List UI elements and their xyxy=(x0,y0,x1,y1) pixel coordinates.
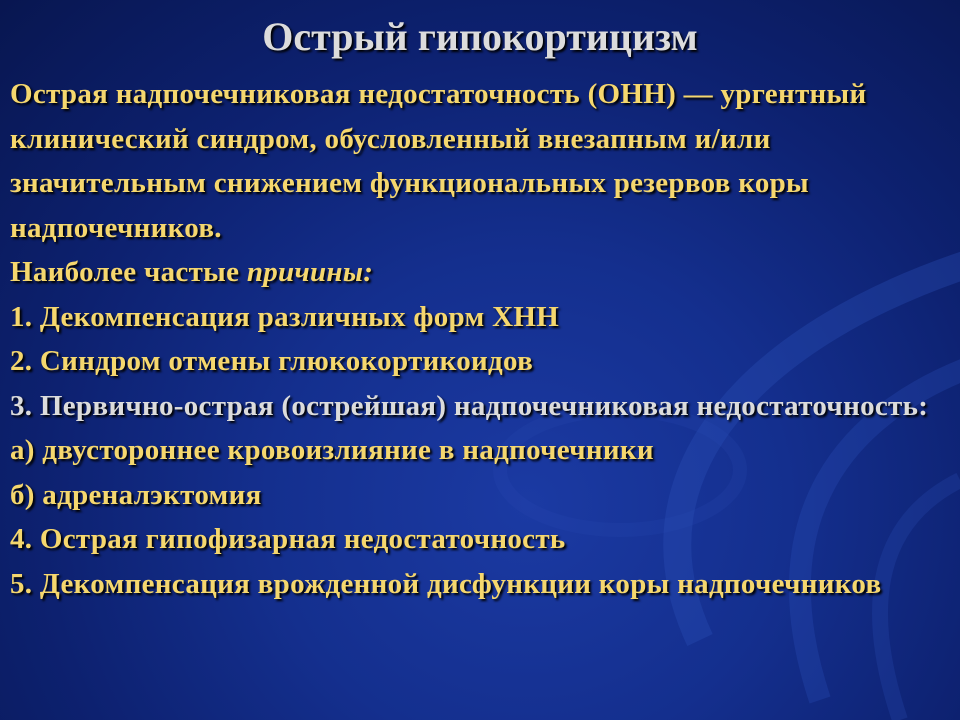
definition-text: Острая надпочечниковая недостаточность (ОНН) — ургентный клинический синдром, обусловленный внезапным и/или значительным снижением функциональных резервов коры надпочечников. xyxy=(10,78,867,244)
slide-body xyxy=(10,72,940,606)
cause-item-1: 1. Декомпенсация различных форм ХНН xyxy=(10,300,560,333)
cause-item-3a: а) двустороннее кровоизлияние в надпочечники xyxy=(10,434,654,466)
causes-intro: Наиболее частые xyxy=(10,256,247,288)
cause-item-5: 5. Декомпенсация врожденной дисфункции коры надпочечников xyxy=(10,567,882,600)
cause-item-2: 2. Синдром отмены глюкокортикоидов xyxy=(10,345,534,377)
causes-heading xyxy=(10,250,940,295)
cause-item-3: 3. Первично-острая (острейшая) надпочечниковая недостаточность: xyxy=(10,389,929,422)
cause-item-3b: б) адреналэктомия xyxy=(10,478,262,511)
slide-title: Острый гипокортицизм xyxy=(262,14,698,59)
cause-item-4: 4. Острая гипофизарная недостаточность xyxy=(10,523,566,555)
causes-word: причины: xyxy=(246,256,374,288)
